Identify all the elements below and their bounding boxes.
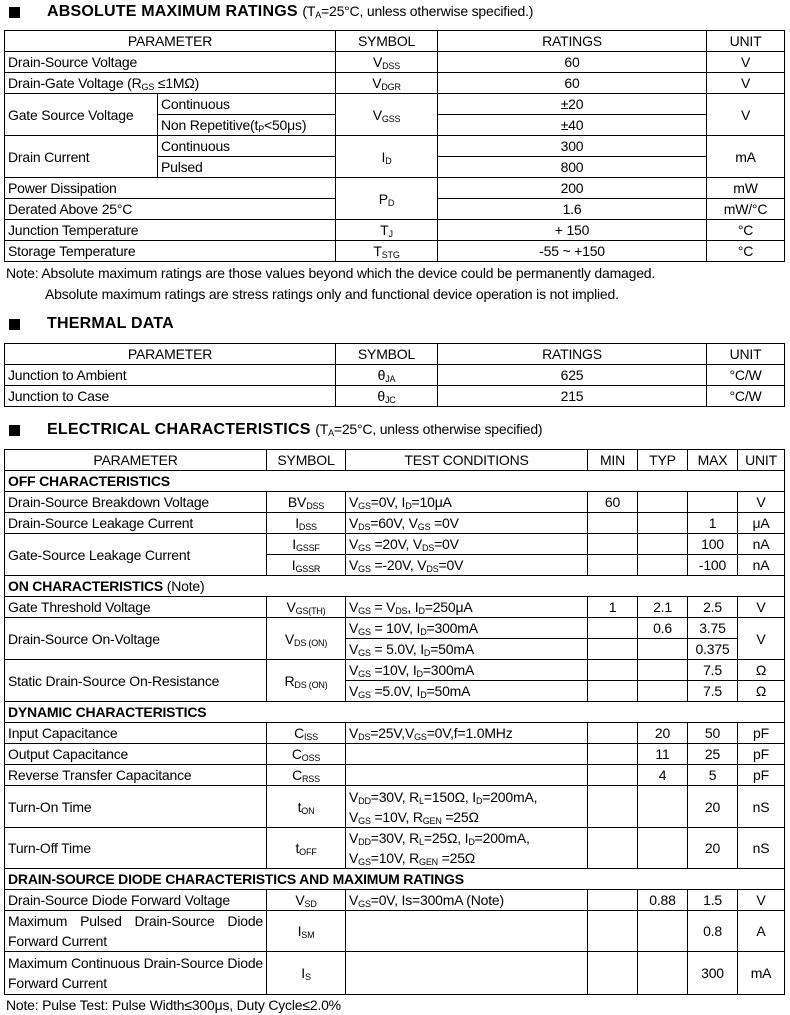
rating: + 150 — [438, 220, 707, 241]
rating: 625 — [438, 365, 707, 386]
param: Drain-Source Voltage — [5, 52, 336, 73]
param: Drain-Source Diode Forward Voltage — [5, 890, 267, 911]
param: Junction Temperature — [5, 220, 336, 241]
max: 100 — [688, 534, 738, 555]
square-bullet-icon — [9, 425, 20, 436]
typ: 4 — [638, 765, 688, 786]
group-row — [5, 576, 785, 597]
max: 25 — [688, 744, 738, 765]
group-title: ON CHARACTERISTICS — [8, 578, 164, 594]
test-condition — [346, 952, 588, 995]
pulse-test-note: Note: Pulse Test: Pulse Width≤300μs, Duty Cycle≤2.0% — [6, 997, 341, 1013]
symbol: $I_S$ — [267, 952, 346, 995]
symbol: $V_{GSS}$ — [336, 94, 438, 136]
unit: V — [707, 52, 785, 73]
test-condition: $V_{GS}=0V$, Is=300mA (Note) — [346, 890, 588, 911]
symbol: $C_{OSS}$ — [267, 744, 346, 765]
electrical-characteristics-table — [4, 449, 785, 995]
unit: pF — [738, 723, 785, 744]
param: Turn-On Time — [5, 786, 267, 828]
typ — [638, 639, 688, 660]
test-condition: $V_{GS} = V_{DS}$, $I_D=250\mu A$ — [346, 597, 588, 618]
param: Static Drain-Source On-Resistance — [5, 660, 267, 702]
unit: pF — [738, 744, 785, 765]
max — [688, 492, 738, 513]
unit: nA — [738, 555, 785, 576]
header-max: MAX — [688, 450, 738, 471]
header-symbol: SYMBOL — [267, 450, 346, 471]
square-bullet-icon — [9, 7, 20, 18]
param: Derated Above 25°C — [5, 199, 336, 220]
min — [588, 744, 638, 765]
table-row — [5, 660, 785, 681]
symbol: $T_{STG}$ — [336, 241, 438, 262]
table-row — [5, 94, 785, 115]
symbol: $t_{ON}$ — [267, 786, 346, 828]
test-condition — [346, 744, 588, 765]
test-condition: $V_{GS} =-20V$, $V_{DS}=0V$ — [346, 555, 588, 576]
sub-param: Continuous — [158, 136, 336, 157]
unit: °C — [707, 220, 785, 241]
unit: mW/°C — [707, 199, 785, 220]
test-condition: $V_{GS} =10V$, $I_D=300mA$ — [346, 660, 588, 681]
unit: pF — [738, 765, 785, 786]
unit: nS — [738, 828, 785, 869]
condition-line: $V_{GS} =10V$, $R_{GEN} =25\Omega$ — [349, 808, 479, 826]
section-title: ELECTRICAL CHARACTERISTICS — [47, 421, 311, 438]
max: -100 — [688, 555, 738, 576]
max: 2.5 — [688, 597, 738, 618]
sub-param: Continuous — [158, 94, 336, 115]
rating: 60 — [438, 52, 707, 73]
typ — [638, 828, 688, 869]
test-condition: $V_{DS}=25V,V_{GS}=0V,f=1.0MHz$ — [346, 723, 588, 744]
abs-max-note-1: Note: Absolute maximum ratings are those values beyond which the device could be permanently damaged. — [6, 265, 656, 281]
typ — [638, 952, 688, 995]
section-condition: ($T_A=25^\circ C$, unless otherwise specified.) — [302, 3, 534, 20]
rating: 215 — [438, 386, 707, 407]
param: Gate Source Voltage — [5, 94, 158, 136]
max: 7.5 — [688, 681, 738, 702]
symbol: $\theta_{JA}$ — [336, 365, 438, 386]
min — [588, 639, 638, 660]
section-condition: ($T_A=25^\circ C$, unless otherwise specified) — [315, 421, 543, 438]
table-row — [5, 241, 785, 262]
min — [588, 890, 638, 911]
rating: ±20 — [438, 94, 707, 115]
symbol: $V_{GS(TH)}$ — [267, 597, 346, 618]
group-title-dynamic: DYNAMIC CHARACTERISTICS — [5, 702, 785, 723]
table-row — [5, 136, 785, 157]
group-title-on — [5, 576, 785, 597]
param: Reverse Transfer Capacitance — [5, 765, 267, 786]
param: Storage Temperature — [5, 241, 336, 262]
min: 1 — [588, 597, 638, 618]
table-row — [5, 911, 785, 952]
absolute-max-ratings-table — [4, 30, 785, 262]
symbol: $BV_{DSS}$ — [267, 492, 346, 513]
param: Turn-Off Time — [5, 828, 267, 869]
symbol: $I_{GSSF}$ — [267, 534, 346, 555]
unit: nS — [738, 786, 785, 828]
table-row — [5, 178, 785, 199]
rating: 200 — [438, 178, 707, 199]
table-header-row — [5, 450, 785, 471]
unit: mA — [738, 952, 785, 995]
condition-line: $V_{GS}=10V$, $R_{GEN} =25\Omega$ — [349, 850, 476, 867]
thermal-data-table — [4, 343, 785, 407]
header-symbol: SYMBOL — [336, 344, 438, 365]
group-row — [5, 471, 785, 492]
test-condition: $V_{GS} =5.0V$, $I_D=50mA$ — [346, 681, 588, 702]
test-condition — [346, 828, 588, 869]
max: 50 — [688, 723, 738, 744]
min — [588, 618, 638, 639]
min — [588, 765, 638, 786]
table-row — [5, 890, 785, 911]
unit: mW — [707, 178, 785, 199]
symbol: $I_D$ — [336, 136, 438, 178]
typ: 20 — [638, 723, 688, 744]
unit: V — [707, 73, 785, 94]
min — [588, 555, 638, 576]
group-row — [5, 702, 785, 723]
param: Drain-Source Breakdown Voltage — [5, 492, 267, 513]
param: Junction to Ambient — [5, 365, 336, 386]
symbol: $V_{DGR}$ — [336, 73, 438, 94]
param: Drain-Source Leakage Current — [5, 513, 267, 534]
typ: 2.1 — [638, 597, 688, 618]
min — [588, 660, 638, 681]
min — [588, 723, 638, 744]
symbol: $I_{SM}$ — [267, 911, 346, 952]
symbol: $C_{ISS}$ — [267, 723, 346, 744]
param: Drain-Gate Voltage $(R_{GS} \le 1M\Omega)$ — [5, 73, 336, 94]
header-unit: UNIT — [738, 450, 785, 471]
header-min: MIN — [588, 450, 638, 471]
table-row — [5, 52, 785, 73]
rating: -55 ~ +150 — [438, 241, 707, 262]
param: Maximum Continuous Drain-Source Diode Forward Current — [5, 952, 267, 995]
typ: 0.88 — [638, 890, 688, 911]
unit: mA — [707, 136, 785, 178]
typ — [638, 555, 688, 576]
unit: nA — [738, 534, 785, 555]
table-row — [5, 952, 785, 995]
header-test-conditions: TEST CONDITIONS — [346, 450, 588, 471]
typ — [638, 681, 688, 702]
header-symbol: SYMBOL — [336, 31, 438, 52]
typ — [638, 513, 688, 534]
symbol: $I_{DSS}$ — [267, 513, 346, 534]
header-unit: UNIT — [707, 344, 785, 365]
table-row — [5, 513, 785, 534]
param: Drain Current — [5, 136, 158, 178]
max: 20 — [688, 786, 738, 828]
unit: °C/W — [707, 386, 785, 407]
param: Gate-Source Leakage Current — [5, 534, 267, 576]
table-row — [5, 365, 785, 386]
table-row — [5, 786, 785, 828]
typ: 0.6 — [638, 618, 688, 639]
test-condition — [346, 911, 588, 952]
unit: °C/W — [707, 365, 785, 386]
typ — [638, 492, 688, 513]
test-condition: $V_{GS} =20V$, $V_{DS}=0V$ — [346, 534, 588, 555]
table-row — [5, 828, 785, 869]
min — [588, 786, 638, 828]
max: 7.5 — [688, 660, 738, 681]
rating: 800 — [438, 157, 707, 178]
param: Power Dissipation — [5, 178, 336, 199]
max: 1 — [688, 513, 738, 534]
symbol: $V_{DSS}$ — [336, 52, 438, 73]
group-title-off: OFF CHARACTERISTICS — [5, 471, 785, 492]
group-row — [5, 869, 785, 890]
table-row — [5, 534, 785, 555]
unit: V — [707, 94, 785, 136]
table-row — [5, 386, 785, 407]
test-condition: $V_{GS} = 10V$, $I_D=300mA$ — [346, 618, 588, 639]
param: Input Capacitance — [5, 723, 267, 744]
symbol: $\theta_{JC}$ — [336, 386, 438, 407]
header-parameter: PARAMETER — [5, 344, 336, 365]
header-ratings: RATINGS — [438, 344, 707, 365]
unit: A — [738, 911, 785, 952]
unit: Ω — [738, 660, 785, 681]
param: Gate Threshold Voltage — [5, 597, 267, 618]
rating: 60 — [438, 73, 707, 94]
table-row — [5, 73, 785, 94]
test-condition: $V_{DS}=60V$, $V_{GS} =0V$ — [346, 513, 588, 534]
max: 1.5 — [688, 890, 738, 911]
symbol: $V_{DS (ON)}$ — [267, 618, 346, 660]
max: 0.8 — [688, 911, 738, 952]
symbol: $C_{RSS}$ — [267, 765, 346, 786]
unit: V — [738, 597, 785, 618]
typ — [638, 911, 688, 952]
min — [588, 513, 638, 534]
max: 5 — [688, 765, 738, 786]
table-row — [5, 618, 785, 639]
param: Maximum Pulsed Drain-Source Diode Forward Current — [5, 911, 267, 952]
unit: °C — [707, 241, 785, 262]
min — [588, 681, 638, 702]
test-condition — [346, 786, 588, 828]
symbol: $t_{OFF}$ — [267, 828, 346, 869]
header-parameter: PARAMETER — [5, 450, 267, 471]
table-header-row — [5, 31, 785, 52]
unit: V — [738, 618, 785, 660]
test-condition — [346, 765, 588, 786]
max: 300 — [688, 952, 738, 995]
unit: Ω — [738, 681, 785, 702]
header-typ: TYP — [638, 450, 688, 471]
table-row — [5, 492, 785, 513]
abs-max-note-2: Absolute maximum ratings are stress ratings only and functional device operation is not implied. — [45, 286, 619, 302]
condition-line: $V_{DD}=30V$, $R_L=25\Omega$, $I_D=200mA$, — [349, 830, 530, 847]
sub-param: Non $Repetitive(t_P<50\mu s)$ — [158, 115, 336, 136]
unit: V — [738, 890, 785, 911]
unit: V — [738, 492, 785, 513]
min — [588, 911, 638, 952]
min: 60 — [588, 492, 638, 513]
table-row — [5, 723, 785, 744]
test-condition: $V_{GS}=0V$, $I_D=10\mu A$ — [346, 492, 588, 513]
rating: 1.6 — [438, 199, 707, 220]
min — [588, 828, 638, 869]
table-row — [5, 597, 785, 618]
param: Output Capacitance — [5, 744, 267, 765]
group-note: (Note) — [166, 578, 205, 594]
header-ratings: RATINGS — [438, 31, 707, 52]
typ — [638, 534, 688, 555]
table-header-row — [5, 344, 785, 365]
table-row — [5, 744, 785, 765]
condition-line: $V_{DD}=30V$, $R_L=150\Omega$, $I_D=200mA$, — [349, 788, 538, 806]
max: 3.75 — [688, 618, 738, 639]
typ: 11 — [638, 744, 688, 765]
param: Drain-Source On-Voltage — [5, 618, 267, 660]
min — [588, 952, 638, 995]
header-parameter: PARAMETER — [5, 31, 336, 52]
max: 20 — [688, 828, 738, 869]
typ — [638, 660, 688, 681]
table-row — [5, 220, 785, 241]
symbol: $T_J$ — [336, 220, 438, 241]
header-unit: UNIT — [707, 31, 785, 52]
table-row — [5, 765, 785, 786]
symbol: $P_D$ — [336, 178, 438, 220]
min — [588, 534, 638, 555]
test-condition: $V_{GS} = 5.0V$, $I_D=50mA$ — [346, 639, 588, 660]
section-title: THERMAL DATA — [47, 315, 174, 332]
typ — [638, 786, 688, 828]
square-bullet-icon — [9, 319, 20, 330]
rating: 300 — [438, 136, 707, 157]
section-title: ABSOLUTE MAXIMUM RATINGS — [47, 3, 298, 20]
group-title-diode: DRAIN-SOURCE DIODE CHARACTERISTICS AND MAXIMUM RATINGS — [5, 869, 785, 890]
symbol: $I_{GSSR}$ — [267, 555, 346, 576]
sub-param: Pulsed — [158, 157, 336, 178]
symbol: $R_{DS (ON)}$ — [267, 660, 346, 702]
param: Junction to Case — [5, 386, 336, 407]
rating: ±40 — [438, 115, 707, 136]
unit: μA — [738, 513, 785, 534]
symbol: $V_{SD}$ — [267, 890, 346, 911]
max: 0.375 — [688, 639, 738, 660]
